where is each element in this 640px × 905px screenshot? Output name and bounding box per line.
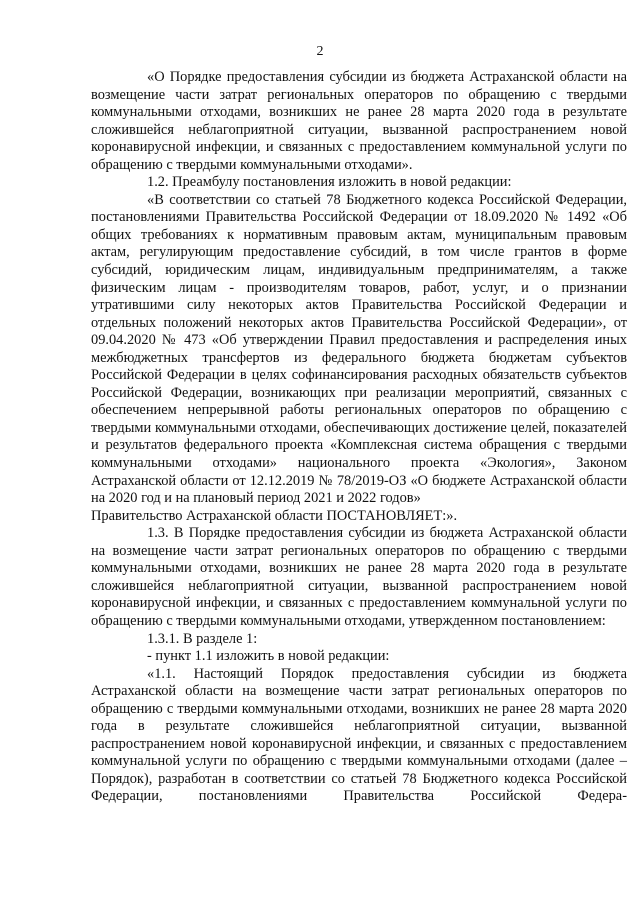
paragraph-preamble: «В соответствии со статьей 78 Бюджетного кодекса Российской Федерации, постановлениями Правительства Российской Федерации от 18.09.2020 № 1492 «Об общих требованиях к нормативным правовым актам, муниципальным правовым актам, регулирующим предоставление субсидий, в том числе грантов в форме субсидий, юридическим лицам, индивидуальным предпринимателям, а также физическим лицам - производителям товаров, работ, услуг, и о признании утратившими силу некоторых актов Правительства Российской Федерации и отдельных положений некоторых актов Правительства Российской Федерации», от 09.04.2020 № 473 «Об утверждении Правил предоставления и распределения иных межбюджетных трансфертов из федерального бюджета бюджетам субъектов Российской Федерации в целях софинансирования расходных обязательств субъектов Российской Федерации, возникающих при реализации мероприятий, связанных с обеспечением непрерывной работы региональных операторов по обращению с твердыми коммунальными отходами, обеспечивающих достижение целей, показателей и результатов федерального проекта «Комплексная система обращения с твердыми коммунальными отходами» национального проекта «Экология», Законом Астраханской области от 12.12.2019 № 78/2019-ОЗ «О бюджете Астраханской области на 2020 год и на плановый период 2021 и 2022 годов» xyxy=(91,191,627,507)
paragraph-item-1-2: 1.2. Преамбулу постановления изложить в новой редакции: xyxy=(147,174,512,191)
document-body xyxy=(91,69,627,806)
paragraph-title-quote: «О Порядке предоставления субсидии из бюджета Астраханской области на возмещение части затрат региональных операторов по обращению с твердыми коммунальными отходами, возникших не ранее 28 марта 2020 года в результате сложившейся неблагоприятной ситуации, вызванной распространением новой коронавирусной инфекции, и связанных с предоставлением коммунальной услуги по обращению с твердыми коммунальными отходами». xyxy=(91,69,627,173)
paragraph-item-1-1: «1.1. Настоящий Порядок предоставления субсидии из бюджета Астраханской области на возмещение части затрат региональных операторов по обращению с твердыми коммунальными отходами, возникших не ранее 28 марта 2020 года в результате сложившейся неблагоприятной ситуации, вызванной распространением новой коронавирусной инфекции, и связанных с предоставлением коммунальной услуги по обращению с твердыми коммунальными отходами (далее – Порядок), разработан в соответствии со статьей 78 Бюджетного кодекса Российской Федерации, постановлениями Правительства Российской Федера- xyxy=(91,665,627,805)
paragraph-resolves: Правительство Астраханской области ПОСТАНОВЛЯЕТ:». xyxy=(91,507,458,524)
paragraph-item-1-3-1: 1.3.1. В разделе 1: xyxy=(147,630,258,647)
page-number: 2 xyxy=(316,44,324,59)
paragraph-item-1-1-instruction: - пункт 1.1 изложить в новой редакции: xyxy=(147,648,390,665)
paragraph-item-1-3: 1.3. В Порядке предоставления субсидии из бюджета Астраханской области на возмещение части затрат региональных операторов по обращению с твердыми коммунальными отходами, возникших не ранее 28 марта 2020 года в результате сложившейся неблагоприятной ситуации, вызванной распространением новой коронавирусной инфекции, и связанных с предоставлением коммунальной услуги по обращению с твердыми коммунальными отходами, утвержденном постановлением: xyxy=(91,525,627,629)
